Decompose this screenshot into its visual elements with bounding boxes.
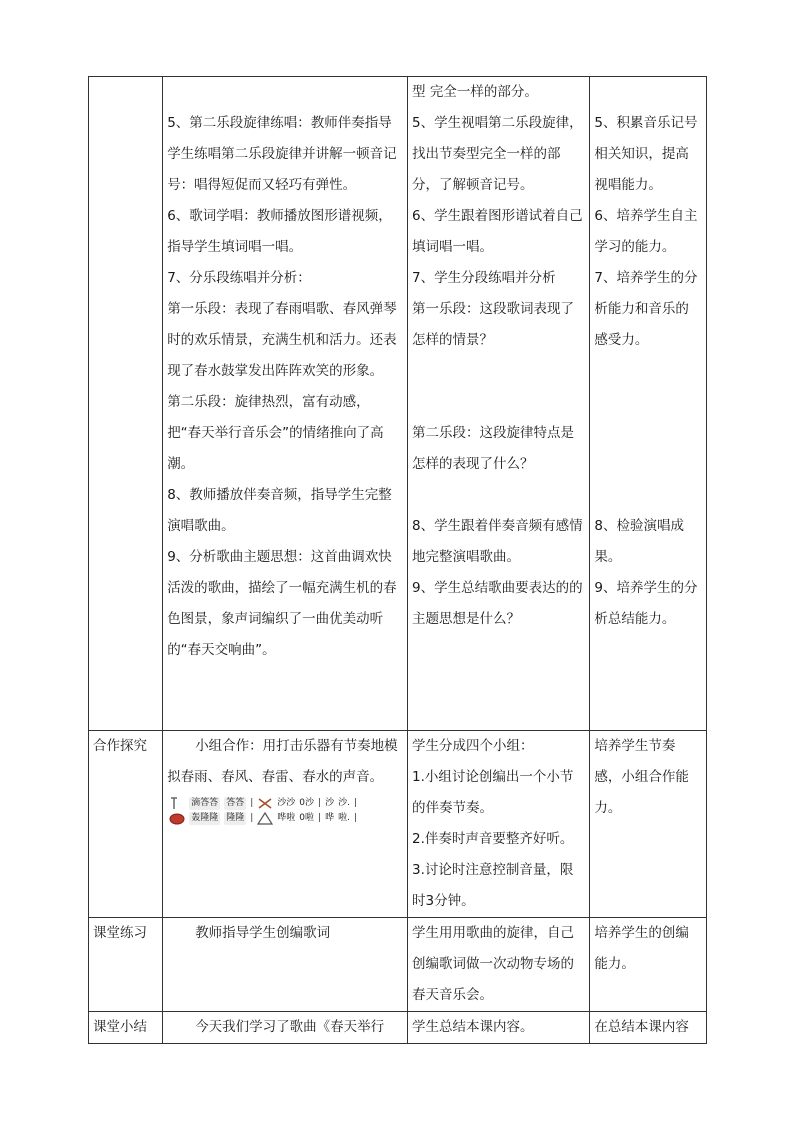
drum-icon [169, 812, 185, 825]
triangle-mallet-icon [169, 797, 185, 810]
student-practice-cell [408, 918, 590, 1012]
intent-step-5: 5、积累音乐记号相关知识，提高视唱能力。 [594, 115, 698, 193]
teacher-step-5: 5、第二乐段旋律练唱：教师伴奏指导学生练唱第二乐段旋律并讲解一顿音记号：唱得短促而又轻巧有弹性。 [167, 115, 397, 193]
rhythm-text: 沙沙 [277, 798, 296, 808]
student-activity-cell [408, 77, 590, 731]
rhythm-text: 轰隆隆 [191, 813, 219, 823]
student-carry-text: 型 完全一样的部分。 [412, 84, 538, 100]
lesson-plan-table [88, 76, 707, 1044]
percussion-row-2: 轰隆隆 隆隆 | 哗啦 0啦 | 哗 啦. | [169, 812, 403, 825]
teacher-cooperate-cell [163, 731, 408, 918]
rhythm-text: 隆隆 [226, 813, 245, 823]
student-step-6: 6、学生跟着图形谱试着自己填词唱一唱。 [412, 208, 583, 255]
sand-hammer-icon [257, 797, 273, 810]
rhythm-text: 滴答答 [191, 798, 219, 808]
teacher-step-7-part2: 第二乐段：旋律热烈，富有动感，把“春天举行音乐会”的情绪推向了高潮。 [167, 394, 384, 472]
stage-label-cooperate: 合作探究 [89, 731, 163, 918]
teacher-practice-cell [163, 918, 408, 1012]
student-step-8: 8、学生跟着伴奏音频有感情地完整演唱歌曲。 [412, 518, 583, 565]
stage-label-practice: 课堂练习 [89, 918, 163, 1012]
rhythm-text: 哗啦 [277, 813, 296, 823]
rhythm-text: 沙. [338, 798, 350, 808]
teacher-step-6: 6、歌词学唱：教师播放图形谱视频，指导学生填词唱一唱。 [167, 208, 392, 255]
student-cooperate-text: 3.讨论时注意控制音量，限时3分钟。 [412, 862, 574, 909]
student-practice-text: 学生用用歌曲的旋律，自己创编歌词做一次动物专场的春天音乐会。 [412, 925, 575, 1003]
percussion-row-1: 滴答答 答答 | 沙沙 0沙 | 沙 沙. | [169, 797, 403, 810]
student-step-9: 9、学生总结歌曲要表达的的主题思想是什么？ [412, 580, 583, 627]
student-summary-text: 学生总结本课内容。 [412, 1019, 534, 1035]
intent-summary-text: 在总结本课内容 [594, 1019, 689, 1035]
percussion-rhythm-figure [169, 797, 403, 825]
rhythm-text: 答答 [226, 798, 245, 808]
teacher-step-7-part1: 第一乐段：表现了春雨唱歌、春风弹琴时的欢乐情景，充满生机和活力。还表现了春水鼓掌发出阵阵欢笑的形象。 [167, 301, 397, 379]
rhythm-text: 沙 [325, 798, 335, 808]
table-row-practice [89, 918, 707, 1012]
rhythm-text: 0沙 [299, 798, 315, 808]
student-cooperate-text: 1.小组讨论创编出一个小节的伴奏节奏。 [412, 769, 574, 816]
student-cooperate-text: 2.伴奏时声音要整齐好听。 [412, 831, 574, 847]
student-step-7-part2: 第二乐段：这段旋律特点是怎样的表现了什么？ [412, 425, 575, 472]
teacher-practice-text: 教师指导学生创编歌词 [195, 925, 331, 941]
intent-cooperate-cell [590, 731, 707, 918]
teacher-summary-cell [163, 1012, 408, 1044]
intent-step-9: 9、培养学生的分析总结能力。 [594, 580, 698, 627]
intent-step-8: 8、检验演唱成果。 [594, 518, 684, 565]
stage-cell-empty [89, 77, 163, 731]
rhythm-text: 0啦 [299, 813, 315, 823]
intent-step-7: 7、培养学生的分析能力和音乐的感受力。 [594, 270, 698, 348]
student-step-7-part1: 第一乐段：这段歌词表现了怎样的情景？ [412, 301, 575, 348]
student-summary-cell [408, 1012, 590, 1044]
rhythm-text: 啦. [338, 813, 350, 823]
intent-step-6: 6、培养学生自主学习的能力。 [594, 208, 698, 255]
intent-summary-cell [590, 1012, 707, 1044]
table-row-summary [89, 1012, 707, 1044]
rhythm-text: 哗 [325, 813, 335, 823]
triangle-icon [257, 812, 273, 825]
teacher-step-9: 9、分析歌曲主题思想：这首曲调欢快活泼的歌曲，描绘了一幅充满生机的春色图景，象声词编织了一曲优美动听的“春天交响曲”。 [167, 549, 397, 658]
teacher-step-7: 7、分乐段练唱并分析： [167, 270, 311, 286]
intent-practice-text: 培养学生的创编能力。 [594, 925, 689, 972]
table-row-cooperate [89, 731, 707, 918]
student-step-7: 7、学生分段练唱并分析 [412, 270, 556, 286]
stage-label-summary: 课堂小结 [89, 1012, 163, 1044]
table-row-teaching-process [89, 77, 707, 731]
student-cooperate-text: 学生分成四个小组： [412, 738, 534, 754]
intent-cooperate-text: 培养学生节奏感，小组合作能力。 [594, 738, 689, 816]
student-cooperate-cell [408, 731, 590, 918]
teacher-summary-text: 今天我们学习了歌曲《春天举行 [195, 1019, 385, 1035]
teacher-step-8: 8、教师播放伴奏音频，指导学生完整演唱歌曲。 [167, 487, 392, 534]
teacher-cooperate-text: 小组合作：用打击乐器有节奏地模拟春雨、春风、春雷、春水的声音。 [167, 738, 398, 785]
design-intent-cell [590, 77, 707, 731]
student-step-5: 5、学生视唱第二乐段旋律，找出节奏型完全一样的部分，了解顿音记号。 [412, 115, 583, 193]
teacher-activity-cell [163, 77, 408, 731]
intent-practice-cell [590, 918, 707, 1012]
